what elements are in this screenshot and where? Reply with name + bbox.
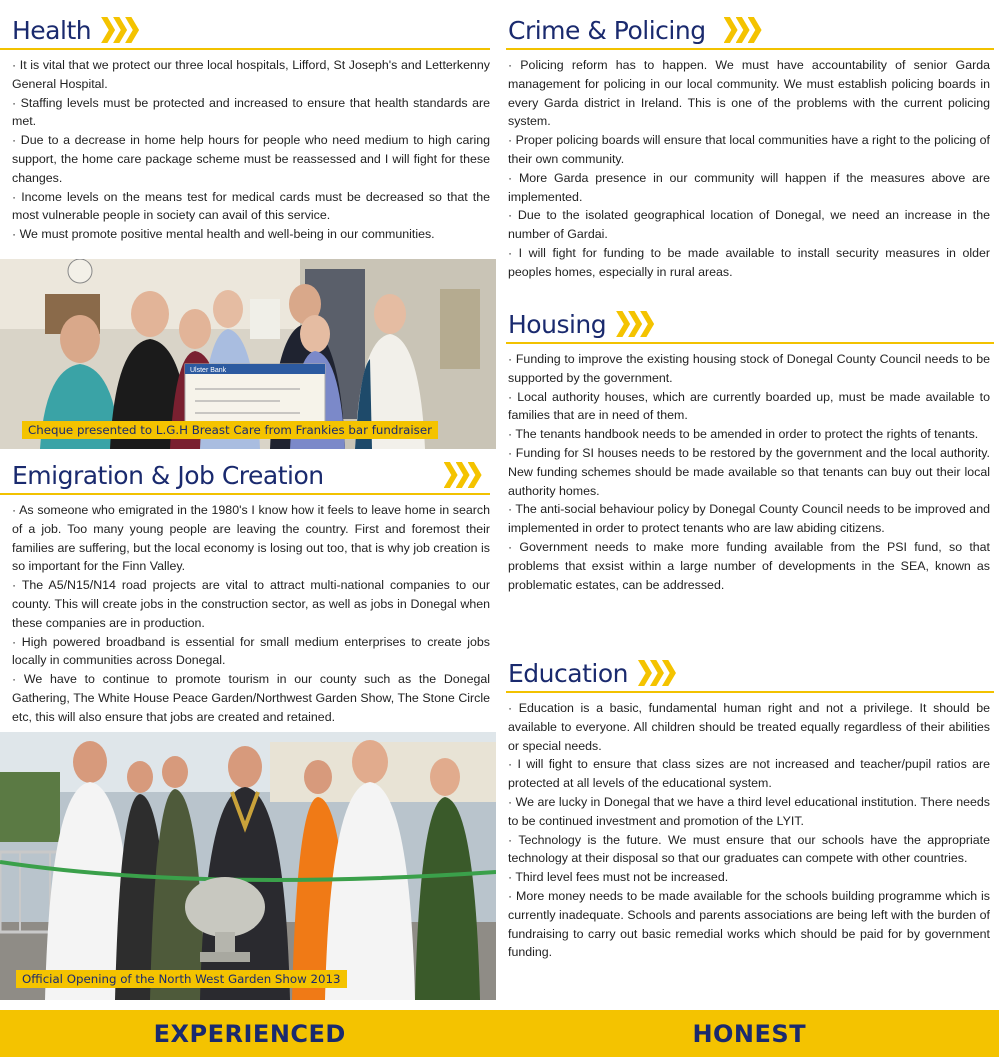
cheque-photo	[0, 259, 496, 449]
education-item: · I will fight to ensure that class sizes are not increased and teacher/pupil ratios are protected at all levels of the educational system.	[508, 757, 990, 791]
crime-item: · Due to the isolated geographical location of Donegal, we need an increase in the number of Gardai.	[508, 208, 990, 242]
chevron-arrows-icon	[101, 17, 137, 43]
health-item: · Income levels on the means test for medical cards must be decreased so that the most vulnerable people in society can avail of this service.	[12, 189, 490, 223]
housing-item: · The anti-social behaviour policy by Donegal County Council needs to be improved and implemented in order to protect tenants who are law abiding citizens.	[508, 502, 990, 536]
housing-item: · The tenants handbook needs to be amended in order to protect the rights of tenants.	[508, 427, 979, 442]
garden-show-photo	[0, 732, 496, 1000]
crime-item: · Proper policing boards will ensure that local communities have a right to the policing of their own community.	[508, 133, 990, 166]
housing-item: · Government needs to make more funding available from the PSI fund, so that problems that exsist within a large number of developments in the SEA, known as problematic estates, can be addressed.	[508, 539, 990, 592]
health-text	[0, 56, 496, 244]
education-item: · We are lucky in Donegal that we have a third level educational institution. There needs to be continued investment and promotion of the LYIT.	[508, 794, 990, 828]
emigration-heading	[0, 457, 490, 495]
education-item: · Education is a basic, fundamental human right and not a privilege. It should be available to everyone. All children should be treated equally regardless of their abilities or special needs.	[508, 701, 990, 753]
health-item: · It is vital that we protect our three local hospitals, Lifford, St Joseph's and Letterkenny General Hospital.	[12, 58, 490, 91]
footer-banner	[0, 1010, 999, 1057]
crime-item: · I will fight for funding to be made available to install security measures in older peoples homes, especially in rural areas.	[508, 245, 990, 279]
education-item: · Third level fees must not be increased.	[508, 870, 729, 885]
education-text	[506, 699, 994, 962]
emigration-title: Emigration & Job Creation	[12, 460, 324, 490]
health-item: · Due to a decrease in home help hours for people who need medium to high caring support, the home care package scheme must be reassessed and I will fight for these changes.	[12, 133, 490, 185]
chevron-arrows-icon	[638, 660, 674, 686]
housing-title: Housing	[508, 309, 607, 339]
health-title: Health	[12, 15, 92, 45]
crime-item: · Policing reform has to happen. We must have accountability of senior Garda management for policing in our local community. We must establish policing boards in every Garda district in Ireland. This is one of the problems with the current policing system.	[508, 58, 990, 129]
crime-heading	[506, 12, 994, 50]
chevron-arrows-icon	[444, 462, 480, 488]
photo-caption: Cheque presented to L.G.H Breast Care from Frankies bar fundraiser	[22, 421, 438, 439]
education-item: · More money needs to be made available for the schools building programme which is currently inadequate. Schools and parents associations are being left with the burden of fundraising to carry out basic remedial works which should be paid for by government funding.	[508, 888, 990, 960]
crime-text	[506, 56, 994, 282]
emigration-item: · High powered broadband is essential for small medium enterprises to create jobs locally in communities across Donegal.	[12, 634, 490, 668]
housing-item: · Funding to improve the existing housing stock of Donegal County Council needs to be supported by the government.	[508, 352, 990, 385]
photo-caption: Official Opening of the North West Garden Show 2013	[16, 970, 347, 988]
footer-slogan-right: HONEST	[692, 1019, 807, 1048]
health-heading	[0, 12, 490, 50]
footer-slogan-left: EXPERIENCED	[153, 1019, 346, 1048]
education-item: · Technology is the future. We must ensure that our schools have the appropriate technology at their disposal so that our graduates can compete with other countries.	[508, 832, 990, 866]
housing-text	[506, 350, 994, 594]
chevron-arrows-icon	[724, 17, 760, 43]
housing-item: · Funding for SI houses needs to be restored by the government and the local authority. New funding schemes should be made available so that tenants can buy out their local authority homes.	[508, 445, 990, 498]
emigration-item: · We have to continue to promote tourism in our county such as the Donegal Gathering, The White House Peace Garden/Northwest Garden Show, The Stone Circle etc, this will also ensure that jobs are created and retained.	[12, 672, 490, 724]
education-title: Education	[508, 658, 628, 688]
emigration-item: · The A5/N15/N14 road projects are vital to attract multi-national companies to our county. This will create jobs in the construction sector, as well as jobs in Donegal when these companies are in production.	[12, 578, 490, 630]
housing-heading	[506, 306, 994, 344]
cheque-sign: Ulster Bank	[190, 367, 227, 374]
emigration-item: · As someone who emigrated in the 1980's I know how it feels to leave home in search of a job. Too many young people are leaving the country. First and foremost their families are suffering, but the local economy is losing out too, that is why job creation is so important for the Finn Valley.	[12, 503, 490, 574]
education-heading	[506, 655, 994, 693]
crime-title: Crime & Policing	[508, 15, 706, 45]
health-item: · Staffing levels must be protected and increased to ensure that health standards are met.	[12, 95, 490, 129]
crime-item: · More Garda presence in our community will happen if the measures above are implemented.	[508, 170, 990, 204]
housing-item: · Local authority houses, which are currently boarded up, must be made available to families that are in need of them.	[508, 389, 990, 423]
health-item: · We must promote positive mental health and well-being in our communities.	[12, 227, 435, 242]
emigration-text	[0, 501, 496, 727]
chevron-arrows-icon	[616, 311, 652, 337]
